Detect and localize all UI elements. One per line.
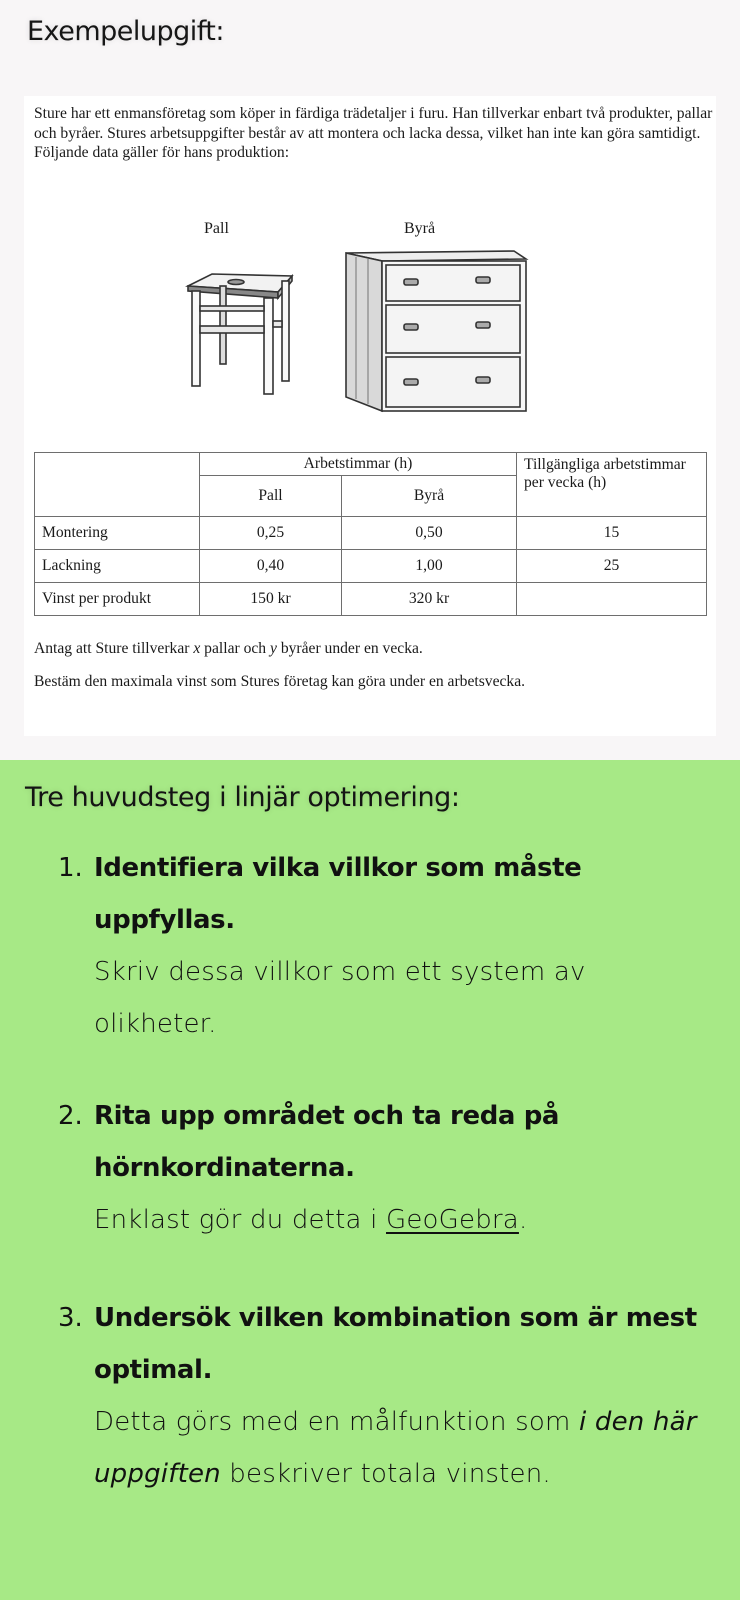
table-header-available: Tillgängliga arbetstimmar per vecka (h) [517,453,707,517]
page-heading: Exempelupgift: [27,16,224,47]
cell-byra: 1,00 [342,550,517,583]
step-2 [58,1090,698,1246]
cell-pall: 0,40 [200,550,342,583]
step-description [94,1194,698,1246]
variable-y: y [270,640,277,657]
step-1 [58,842,698,1050]
cell-pall: 150 kr [200,583,342,616]
variable-x: x [193,640,201,657]
assumption-text: byråer under en vecka. [276,640,423,657]
step-title: Rita upp området och ta reda på hörnkordinaterna. [94,1101,560,1183]
cell-pall: 0,25 [200,517,342,550]
chest-of-drawers-illustration-icon [344,249,534,414]
step-description: Skriv dessa villkor som ett system av olikheter. [94,957,586,1039]
cell-available [517,583,707,616]
problem-question: Bestäm den maximala vinst som Stures företag kan göra under en arbetsvecka. [34,673,526,690]
work-hours-table [34,452,707,616]
cell-available: 15 [517,517,707,550]
problem-assumption [34,640,423,658]
steps-heading: Tre huvudsteg i linjär optimering: [25,782,460,813]
geogebra-link[interactable]: GeoGebra [386,1205,519,1235]
pall-label: Pall [204,220,229,237]
cell-available: 25 [517,550,707,583]
table-header-pall: Pall [200,476,342,517]
step-description-emphasis: i den här uppgiften [94,1407,697,1489]
step-description-text: . [518,1205,528,1235]
step-description [94,1396,698,1500]
cell-byra: 320 kr [342,583,517,616]
stool-illustration-icon [184,266,299,401]
table-row [35,517,707,550]
step-description-text: beskriver totala vinsten. [220,1459,551,1489]
row-label: Vinst per produkt [35,583,200,616]
problem-image [24,96,716,736]
table-header-byra: Byrå [342,476,517,517]
step-number: 1. [58,853,83,883]
table-header-row [35,453,707,476]
assumption-text: pallar och [200,640,270,657]
row-label: Montering [35,517,200,550]
row-label: Lackning [35,550,200,583]
step-description-text: Enklast gör du detta i [94,1205,387,1235]
step-description-text: Detta görs med en målfunktion som [94,1407,580,1437]
steps-section [0,760,740,1600]
cell-byra: 0,50 [342,517,517,550]
table-header-empty-cell [35,453,200,517]
byra-label: Byrå [404,220,436,237]
assumption-text: Antag att Sture tillverkar [34,640,194,657]
step-title: Identifiera vilka villkor som måste uppfyllas. [94,853,582,935]
step-title: Undersök vilken kombination som är mest optimal. [94,1303,697,1385]
step-number: 3. [58,1303,83,1333]
table-group-header: Arbetstimmar (h) [200,453,517,476]
step-3 [58,1292,698,1500]
step-number: 2. [58,1101,83,1131]
problem-intro-text: Sture har ett enmansföretag som köper in färdiga trädetaljer i furu. Han tillverkar enbart två produkter, pallar och byråer. Stures arbetsuppgifter består av att montera och lacka dessa, vilket han inte kan göra samtidigt. Följande data gäller för hans produktion: [34,105,713,161]
table-row [35,583,707,616]
table-row [35,550,707,583]
